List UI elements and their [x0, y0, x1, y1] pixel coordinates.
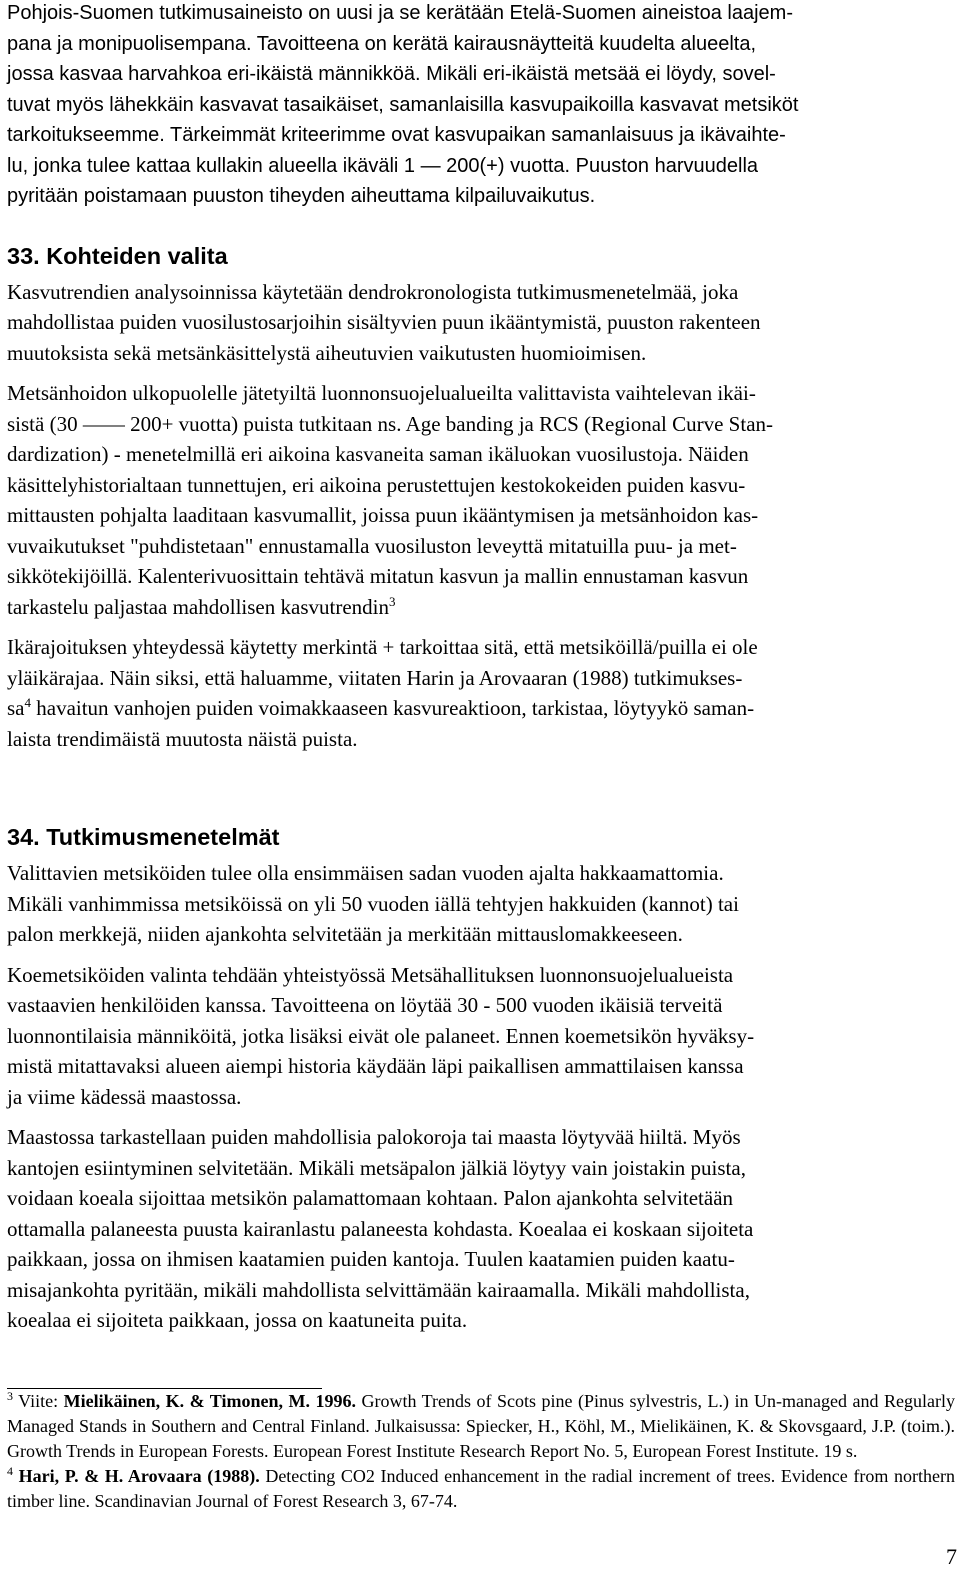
- text-line: vastaavien henkilöiden kanssa. Tavoitteena on löytää 30 - 500 vuoden ikäisiä terveitä: [7, 993, 723, 1017]
- text-line: palon merkkejä, niiden ajankohta selvitetään ja merkitään mittauslomakkeeseen.: [7, 922, 683, 946]
- text-fragment: havaitun vanhojen puiden voimakkaaseen kasvureaktioon, tarkistaa, löytyykö saman-: [31, 696, 755, 720]
- section34-paragraph-3: [7, 1122, 955, 1336]
- text-line: voidaan koeala sijoittaa metsikön palamattomaan kohtaan. Palon ajankohta selvitetään: [7, 1186, 734, 1210]
- footnotes: [7, 1389, 955, 1514]
- footnote-ref-3[interactable]: 3: [388, 593, 396, 609]
- section33-paragraph-1: [7, 277, 955, 369]
- text-line: paikkaan, jossa on ihmisen kaatamien puiden kantoja. Tuulen kaatamien puiden kaatu-: [7, 1247, 735, 1271]
- text-line: Ikärajoituksen yhteydessä käytetty merkintä + tarkoittaa sitä, että metsiköillä/puilla ei ole: [7, 635, 758, 659]
- section34-paragraph-2: [7, 960, 955, 1113]
- text-line: ja viime kädessä maastossa.: [7, 1084, 242, 1109]
- section33-paragraph-3: [7, 632, 955, 754]
- text-line: Koemetsiköiden valinta tehdään yhteistyössä Metsähallituksen luonnonsuojelualueista: [7, 962, 734, 987]
- footnote-marker: 4: [7, 1464, 13, 1478]
- text-line: [7, 693, 955, 724]
- text-line: [7, 592, 955, 623]
- text-line: sikkötekijöillä. Kalenterivuosittain tehtävä mitatun kasvun ja mallin ennustaman kasvun: [7, 564, 749, 588]
- footnote-text: Growth Trends of Scots pine (Pinus sylvestris, L.) in Un-managed and Regularly Managed Stands in Southern and Central Finland. Julkaisussa: Spiecker, H., Köhl, M., Mielikäinen, K. & Skovsgaard, J.P. (toim.). Growth Trends in European Forests. European Forest Institute Research Report No. 5, European Forest Institute. 19 s.: [7, 1391, 955, 1461]
- footnote-prefix: Viite:: [13, 1391, 64, 1411]
- text-line: muutoksista sekä metsänkäsittelystä aiheutuvien vaikutusten huomioimisen.: [7, 340, 647, 365]
- text-line: ottamalla palaneesta puusta kairanlastu palaneesta kohdasta. Koealaa ei koskaan sijoiteta: [7, 1216, 754, 1241]
- text-line: misajankohta pyritään, mikäli mahdollista selvittämään kairaamalla. Mikäli mahdollista,: [7, 1277, 750, 1302]
- section33-paragraph-2: [7, 378, 955, 622]
- section-heading-34: 34. Tutkimusmenetelmät: [7, 824, 280, 850]
- text-line: yläikärajaa. Näin siksi, että haluamme, viitaten Harin ja Arovaaran (1988) tutkimukses-: [7, 665, 743, 690]
- footnote-marker: 3: [7, 1389, 13, 1403]
- text-line: dardization) - menetelmillä eri aikoina kasvaneita saman ikäluokan vuosilustoja. Näiden: [7, 442, 749, 466]
- text-line: kantojen esiintyminen selvitetään. Mikäli metsäpalon jälkiä löytyy vain joistakin puista,: [7, 1155, 746, 1180]
- text-line: koealaa ei sijoiteta paikkaan, jossa on kaatuneita puita.: [7, 1308, 468, 1332]
- text-line: luonnontilaisia männiköitä, jotka lisäksi eivät ole palaneet. Ennen koemetsikön hyväksy-: [7, 1023, 755, 1048]
- text-line: vuvaikutukset "puhdistetaan" ennustamalla vuosiluston leveyttä mitatuilla puu- ja met-: [7, 533, 737, 558]
- text-line: laista trendimäistä muutosta näistä puista.: [7, 726, 358, 751]
- footnote-3: [7, 1389, 955, 1464]
- footnote-authors: Hari, P. & H. Arovaara (1988).: [13, 1466, 260, 1486]
- text-line: pyritään poistamaan puuston tiheyden aiheuttama kilpailuvaikutus.: [7, 185, 596, 207]
- footnote-text: Detecting CO2 Induced enhancement in the radial increment of trees. Evidence from northern timber line. Scandinavian Journal of Forest Research 3, 67-74.: [7, 1466, 955, 1511]
- text-fragment: tarkastelu paljastaa mahdollisen kasvutrendin: [7, 594, 389, 619]
- document-page: [7, 0, 955, 1336]
- footnote-ref-4[interactable]: 4: [24, 695, 31, 710]
- text-line: Metsänhoidon ulkopuolelle jätetyiltä luonnonsuojelualueilta valittavista vaihtelevan ikäi-: [7, 381, 756, 405]
- text-line: sistä (30 —— 200+ vuotta) puista tutkitaan ns. Age banding ja RCS (Regional Curve Stan-: [7, 411, 774, 436]
- intro-paragraph: [7, 0, 955, 212]
- text-line: Pohjois-Suomen tutkimusaineisto on uusi ja se kerätään Etelä-Suomen aineistoa laajem-: [7, 2, 793, 24]
- text-line: mittausten pohjalta laaditaan kasvumallit, joissa puun ikääntymisen ja metsänhoidon kas-: [7, 503, 759, 527]
- text-line: mahdollistaa puiden vuosilustosarjoihin sisältyvien puun ikääntymistä, puuston rakenteen: [7, 310, 761, 334]
- page-number: 7: [946, 1544, 957, 1569]
- text-line: lu, jonka tulee kattaa kullakin alueella ikäväli 1 — 200(+) vuotta. Puuston harvuudella: [7, 154, 759, 177]
- section-heading-33: 33. Kohteiden valita: [7, 242, 228, 269]
- text-line: tuvat myös lähekkäin kasvavat tasaikäiset, samanlaisilla kasvupaikoilla kasvavat metsiköt: [7, 93, 799, 116]
- text-line: Maastossa tarkastellaan puiden mahdollisia palokoroja tai maasta löytyvää hiiltä. Myös: [7, 1125, 741, 1149]
- text-line: tarkoitukseemme. Tärkeimmät kriteerimme ovat kasvupaikan samanlaisuus ja ikävaihte-: [7, 124, 786, 146]
- text-line: Valittavien metsiköiden tulee olla ensimmäisen sadan vuoden ajalta hakkaamattomia.: [7, 861, 724, 885]
- text-line: mistä mitattavaksi alueen aiempi historia käydään läpi paikallisen ammattilaisen kanssa: [7, 1054, 744, 1078]
- text-line: käsittelyhistorialtaan tunnettujen, eri aikoina perustettujen kestokokeiden puiden kasvu-: [7, 472, 746, 497]
- text-line: Mikäli vanhimmissa metsiköissä on yli 50 vuoden iällä tehtyjen hakkuiden (kannot) tai: [7, 891, 739, 916]
- text-fragment: sa: [7, 696, 25, 720]
- footnote-authors: Mielikäinen, K. & Timonen, M. 1996.: [63, 1391, 356, 1411]
- footnote-4: [7, 1464, 955, 1514]
- text-line: pana ja monipuolisempana. Tavoitteena on kerätä kairausnäytteitä kuudelta alueelta,: [7, 32, 757, 55]
- section34-paragraph-1: [7, 858, 955, 950]
- text-line: Kasvutrendien analysoinnissa käytetään dendrokronologista tutkimusmenetelmää, joka: [7, 279, 739, 304]
- text-line: jossa kasvaa harvahkoa eri-ikäistä männikköä. Mikäli eri-ikäistä metsää ei löydy, sovel-: [7, 63, 776, 85]
